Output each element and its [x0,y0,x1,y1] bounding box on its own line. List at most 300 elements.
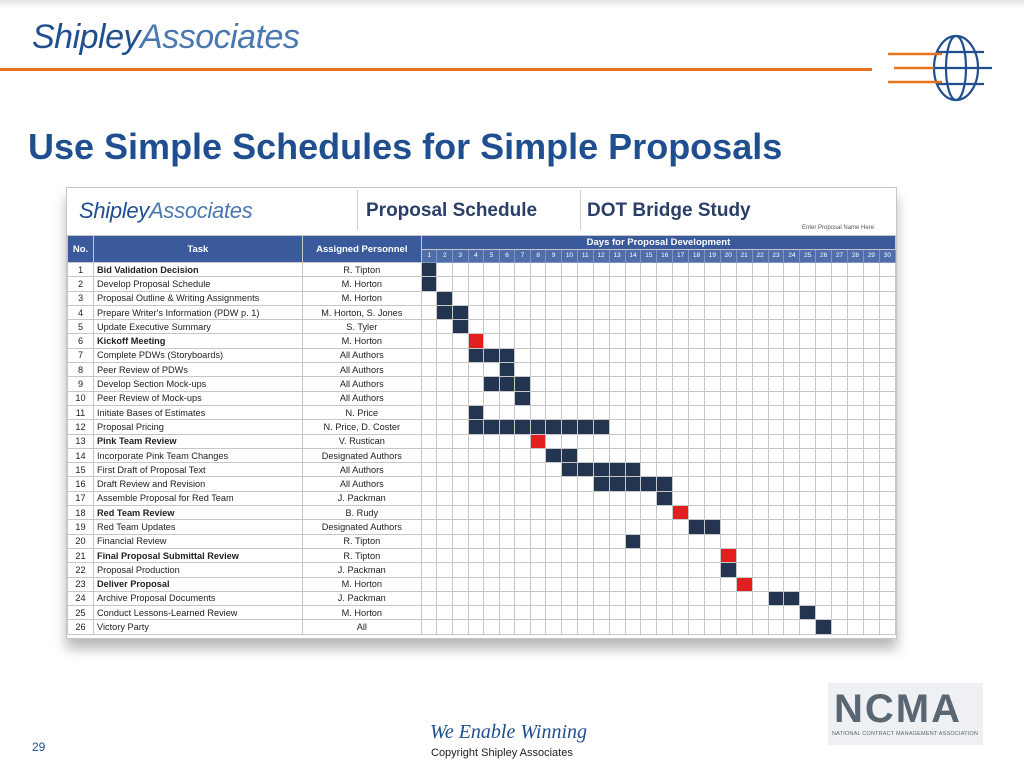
panel-logo-light: Associates [149,198,253,223]
row-number: 10 [68,391,94,405]
task-name: Peer Review of PDWs [94,363,303,377]
day-cell [530,577,546,591]
day-cell [768,606,784,620]
day-cell [768,506,784,520]
table-row [68,291,896,305]
row-number: 1 [68,263,94,277]
day-cell [641,534,657,548]
assigned-personnel: All Authors [302,348,421,362]
day-cell [768,448,784,462]
day-cell [546,620,562,634]
day-cell [689,463,705,477]
assigned-personnel: J. Packman [302,591,421,605]
day-cell [546,591,562,605]
day-cell [673,463,689,477]
day-cell [561,434,577,448]
day-cell [832,477,848,491]
day-cell [561,563,577,577]
schedule-bar-cell [784,591,800,605]
day-cell [736,491,752,505]
day-cell [784,434,800,448]
day-cell [847,334,863,348]
day-cell [453,277,469,291]
day-cell [768,348,784,362]
task-name: Red Team Review [94,506,303,520]
day-cell [593,320,609,334]
day-cell [499,591,515,605]
day-cell [484,434,500,448]
day-cell [515,520,531,534]
day-cell [421,448,437,462]
day-cell [816,305,832,319]
day-cell [437,463,453,477]
assigned-personnel: All Authors [302,377,421,391]
day-cell [800,434,816,448]
day-cell [752,463,768,477]
day-cell [816,434,832,448]
day-cell [561,348,577,362]
day-cell [816,391,832,405]
day-cell [468,606,484,620]
assigned-personnel: All Authors [302,391,421,405]
day-cell [593,577,609,591]
day-cell [720,506,736,520]
day-cell [704,377,720,391]
day-cell [484,591,500,605]
day-header: 20 [720,249,736,263]
table-row [68,577,896,591]
day-cell [609,334,625,348]
day-cell [704,320,720,334]
day-cell [847,420,863,434]
schedule-bar-cell [499,420,515,434]
assigned-personnel: N. Price, D. Coster [302,420,421,434]
day-cell [577,620,593,634]
day-cell [704,463,720,477]
day-header: 10 [561,249,577,263]
day-cell [625,277,641,291]
day-cell [561,577,577,591]
day-cell [546,291,562,305]
table-row [68,491,896,505]
day-cell [673,477,689,491]
day-cell [609,606,625,620]
day-cell [453,363,469,377]
day-cell [593,520,609,534]
day-cell [847,520,863,534]
day-cell [673,291,689,305]
day-cell [561,506,577,520]
day-cell [453,434,469,448]
day-cell [832,620,848,634]
day-cell [832,520,848,534]
schedule-bar-cell [561,463,577,477]
table-row [68,563,896,577]
day-cell [484,363,500,377]
day-cell [421,334,437,348]
day-cell [625,606,641,620]
day-cell [720,263,736,277]
day-cell [816,563,832,577]
day-cell [468,277,484,291]
day-cell [625,520,641,534]
day-cell [421,520,437,534]
day-cell [641,305,657,319]
day-cell [816,606,832,620]
day-header: 15 [641,249,657,263]
day-cell [657,577,673,591]
day-cell [546,520,562,534]
day-cell [468,434,484,448]
schedule-table [67,235,896,635]
day-cell [577,563,593,577]
day-cell [673,348,689,362]
day-cell [625,448,641,462]
day-cell [499,577,515,591]
day-cell [499,491,515,505]
day-cell [453,477,469,491]
day-cell [784,405,800,419]
day-cell [499,405,515,419]
row-number: 24 [68,591,94,605]
day-cell [673,520,689,534]
day-cell [689,563,705,577]
day-cell [530,305,546,319]
day-cell [673,448,689,462]
day-cell [546,606,562,620]
table-row [68,448,896,462]
day-cell [499,463,515,477]
day-cell [768,277,784,291]
day-cell [689,320,705,334]
day-cell [657,277,673,291]
day-cell [421,391,437,405]
day-cell [484,548,500,562]
day-cell [625,548,641,562]
panel-heading: Proposal Schedule [366,200,538,221]
day-cell [609,420,625,434]
day-cell [879,620,895,634]
day-cell [800,463,816,477]
day-cell [768,320,784,334]
day-cell [816,405,832,419]
day-cell [641,606,657,620]
day-cell [593,263,609,277]
day-cell [816,348,832,362]
row-number: 2 [68,277,94,291]
day-cell [530,391,546,405]
day-cell [847,534,863,548]
day-cell [800,548,816,562]
day-cell [847,491,863,505]
day-cell [673,491,689,505]
day-cell [689,305,705,319]
day-cell [499,477,515,491]
task-name: Complete PDWs (Storyboards) [94,348,303,362]
day-cell [863,520,879,534]
day-cell [832,334,848,348]
table-row [68,263,896,277]
day-cell [720,291,736,305]
day-cell [437,591,453,605]
row-number: 18 [68,506,94,520]
day-cell [499,391,515,405]
day-cell [704,420,720,434]
day-cell [641,348,657,362]
task-name: Update Executive Summary [94,320,303,334]
day-cell [832,320,848,334]
day-cell [752,405,768,419]
day-cell [736,548,752,562]
task-name: Bid Validation Decision [94,263,303,277]
day-cell [784,534,800,548]
schedule-bar-cell [625,477,641,491]
top-gradient [0,0,1024,8]
day-cell [468,463,484,477]
day-cell [530,377,546,391]
day-cell [421,577,437,591]
schedule-bar-cell [437,305,453,319]
table-row [68,548,896,562]
day-cell [561,363,577,377]
day-cell [421,506,437,520]
day-cell [437,606,453,620]
milestone-cell [736,577,752,591]
day-header: 24 [784,249,800,263]
day-cell [530,348,546,362]
day-cell [752,334,768,348]
day-cell [453,548,469,562]
day-cell [800,391,816,405]
day-cell [657,291,673,305]
day-cell [752,548,768,562]
day-cell [453,420,469,434]
day-cell [863,506,879,520]
day-cell [768,434,784,448]
day-cell [704,348,720,362]
day-cell [720,620,736,634]
day-cell [609,591,625,605]
row-number: 25 [68,606,94,620]
row-number: 20 [68,534,94,548]
day-cell [625,591,641,605]
day-cell [832,491,848,505]
day-cell [879,477,895,491]
schedule-bar-cell [484,377,500,391]
table-row [68,534,896,548]
day-cell [752,363,768,377]
day-cell [593,606,609,620]
day-cell [784,506,800,520]
panel-logo [79,198,252,224]
day-cell [657,420,673,434]
day-cell [704,291,720,305]
day-cell [625,291,641,305]
schedule-panel [66,187,897,639]
orange-rule [0,68,872,71]
day-cell [752,520,768,534]
day-cell [879,548,895,562]
day-cell [593,534,609,548]
day-cell [453,334,469,348]
day-cell [673,320,689,334]
day-cell [530,320,546,334]
day-cell [879,377,895,391]
day-cell [736,563,752,577]
day-cell [468,506,484,520]
day-cell [736,291,752,305]
day-cell [752,391,768,405]
day-cell [530,563,546,577]
day-cell [704,534,720,548]
day-cell [530,591,546,605]
day-cell [609,363,625,377]
task-name: Proposal Outline & Writing Assignments [94,291,303,305]
day-cell [704,434,720,448]
day-cell [689,534,705,548]
task-name: Conduct Lessons-Learned Review [94,606,303,620]
day-cell [847,348,863,362]
shipley-logo [32,18,299,57]
day-cell [784,263,800,277]
day-cell [593,391,609,405]
day-cell [609,520,625,534]
assigned-personnel: All Authors [302,477,421,491]
day-cell [736,434,752,448]
day-cell [641,448,657,462]
day-cell [530,334,546,348]
day-cell [879,534,895,548]
day-cell [863,391,879,405]
day-cell [468,477,484,491]
day-cell [609,377,625,391]
task-name: Pink Team Review [94,434,303,448]
row-number: 23 [68,577,94,591]
row-number: 6 [68,334,94,348]
row-number: 4 [68,305,94,319]
day-cell [832,263,848,277]
day-cell [768,520,784,534]
day-cell [847,463,863,477]
day-cell [832,391,848,405]
day-cell [832,405,848,419]
day-cell [673,534,689,548]
day-cell [561,277,577,291]
schedule-bar-cell [546,448,562,462]
day-cell [768,620,784,634]
day-cell [484,563,500,577]
day-cell [847,563,863,577]
day-cell [515,506,531,520]
day-cell [453,263,469,277]
day-cell [437,434,453,448]
day-cell [437,391,453,405]
day-cell [657,434,673,448]
schedule-bar-cell [515,391,531,405]
schedule-bar-cell [499,377,515,391]
task-name: Peer Review of Mock-ups [94,391,303,405]
schedule-bar-cell [561,420,577,434]
day-cell [816,320,832,334]
day-header: 7 [515,249,531,263]
day-cell [752,477,768,491]
day-cell [704,363,720,377]
day-cell [561,620,577,634]
day-cell [546,563,562,577]
day-cell [530,277,546,291]
day-cell [800,563,816,577]
assigned-personnel: All [302,620,421,634]
day-cell [593,305,609,319]
day-cell [863,277,879,291]
row-number: 22 [68,563,94,577]
day-cell [484,291,500,305]
day-cell [863,534,879,548]
day-cell [768,334,784,348]
day-cell [641,391,657,405]
day-cell [577,291,593,305]
day-cell [816,377,832,391]
day-cell [453,377,469,391]
day-cell [530,291,546,305]
day-cell [752,577,768,591]
row-number: 21 [68,548,94,562]
day-cell [577,348,593,362]
schedule-bar-cell [625,463,641,477]
day-header: 3 [453,249,469,263]
day-cell [468,377,484,391]
day-header: 1 [421,249,437,263]
col-no-header: No. [68,236,94,263]
assigned-personnel: All Authors [302,363,421,377]
day-cell [863,320,879,334]
day-cell [816,506,832,520]
day-cell [625,491,641,505]
schedule-bar-cell [453,305,469,319]
table-row [68,620,896,634]
day-header: 26 [816,249,832,263]
day-cell [863,291,879,305]
schedule-bar-cell [515,377,531,391]
day-cell [847,305,863,319]
day-cell [657,263,673,277]
day-cell [847,506,863,520]
day-cell [577,334,593,348]
task-name: Deliver Proposal [94,577,303,591]
day-cell [800,577,816,591]
day-cell [784,277,800,291]
day-cell [593,434,609,448]
schedule-bar-cell [720,563,736,577]
day-cell [546,305,562,319]
day-cell [437,520,453,534]
table-row [68,377,896,391]
table-row [68,434,896,448]
assigned-personnel: R. Tipton [302,263,421,277]
day-cell [593,448,609,462]
day-cell [689,263,705,277]
day-cell [515,591,531,605]
day-cell [704,506,720,520]
assigned-personnel: Designated Authors [302,448,421,462]
day-cell [484,506,500,520]
day-cell [657,520,673,534]
day-header: 18 [689,249,705,263]
day-cell [816,534,832,548]
day-cell [704,548,720,562]
day-header: 19 [704,249,720,263]
day-cell [437,577,453,591]
